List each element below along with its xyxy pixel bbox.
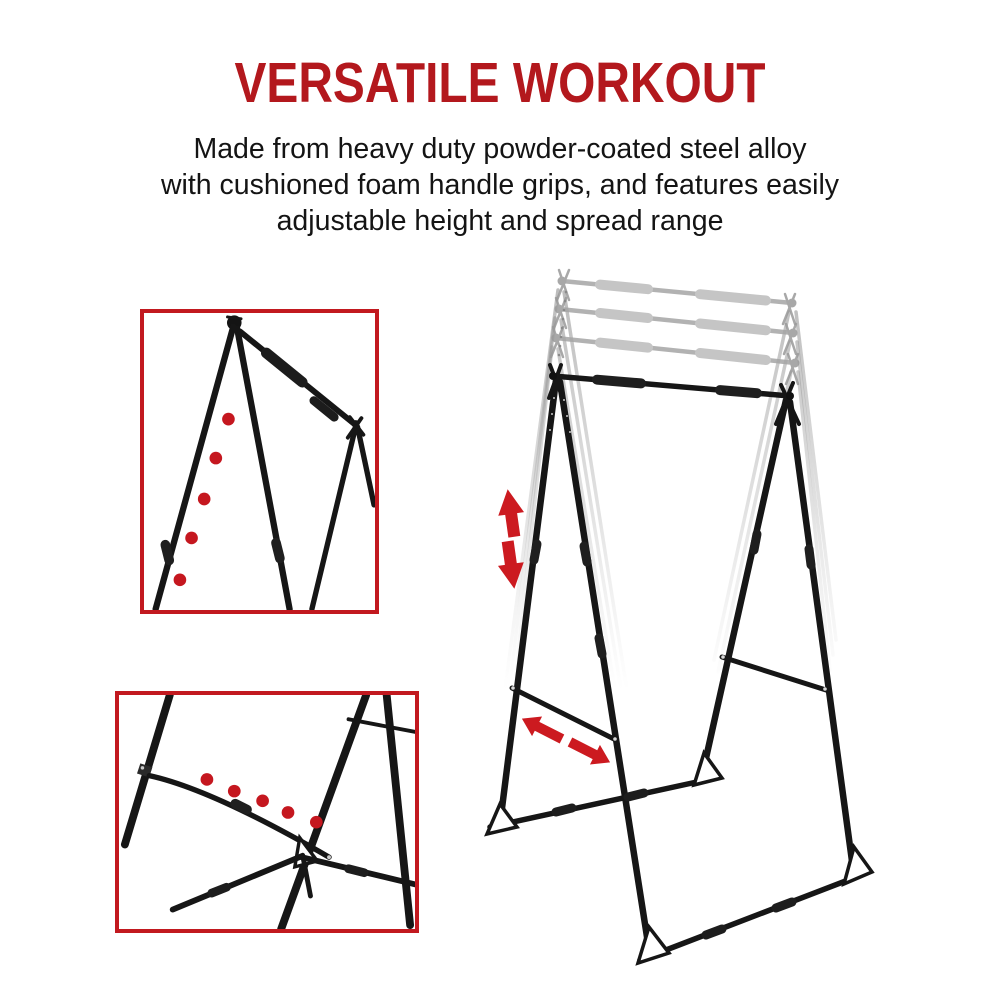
inset-bottom-art xyxy=(119,695,415,929)
frame-legs xyxy=(500,380,854,956)
ghost-height-positions xyxy=(505,270,836,780)
description-line: with cushioned foam handle grips, and features easily xyxy=(160,169,840,201)
leg-collars xyxy=(534,534,811,654)
annotation-arrows xyxy=(495,487,615,772)
ghost-pullup-bar xyxy=(551,327,800,384)
spread-adjust-arrow-right-icon xyxy=(565,732,615,772)
page-title: VERSATILE WORKOUT xyxy=(234,51,766,115)
inset-top-detail xyxy=(140,309,379,614)
inset-bottom-detail xyxy=(115,691,419,933)
foam-grip xyxy=(720,390,757,393)
height-adjust-down-arrow-icon xyxy=(495,539,527,590)
product-description xyxy=(0,131,1000,239)
ghost-adjustment-holes xyxy=(558,291,568,357)
height-adjust-up-arrow-icon xyxy=(495,487,527,538)
description-line: Made from heavy duty powder-coated steel alloy xyxy=(193,133,807,165)
foot-bars xyxy=(490,780,856,960)
spread-braces xyxy=(511,655,827,741)
foot-gussets xyxy=(487,753,872,963)
ghost-pullup-bar xyxy=(557,270,797,324)
spread-adjust-arrow-left-icon xyxy=(517,709,567,749)
inset-top-art xyxy=(144,313,375,610)
pullup-bar xyxy=(549,372,794,400)
foam-grip xyxy=(597,380,641,384)
ghost-pullup-bar xyxy=(554,298,798,354)
solid-frame xyxy=(487,365,872,963)
description-line: adjustable height and spread range xyxy=(276,205,724,237)
foam-grip xyxy=(266,353,302,382)
